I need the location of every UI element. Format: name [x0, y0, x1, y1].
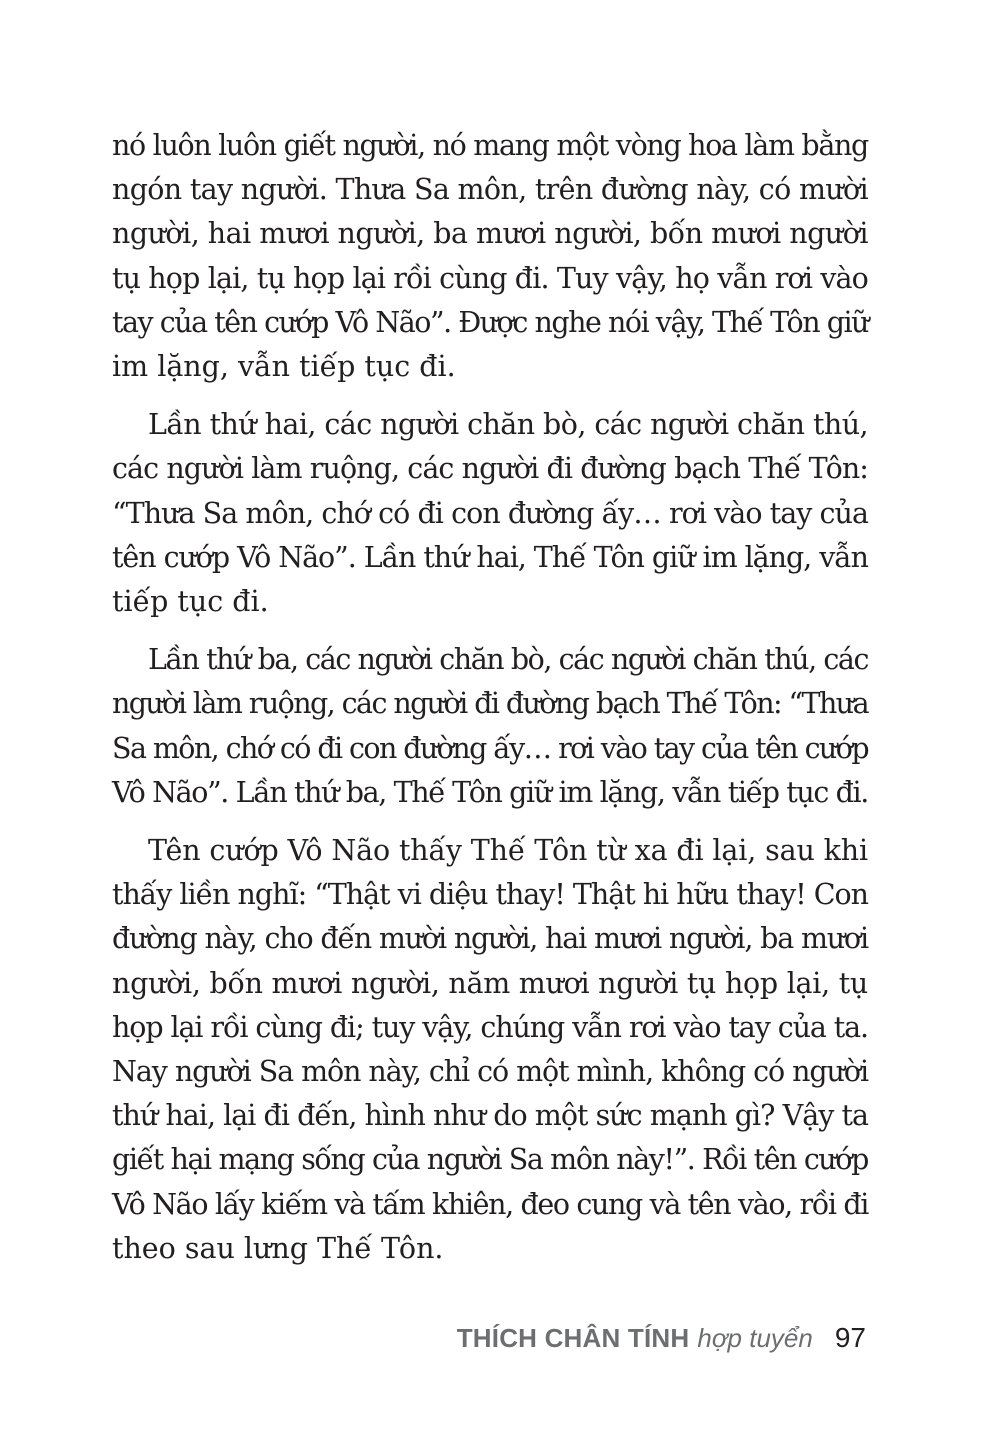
text-line: tên cướp Vô Não”. Lần thứ hai, Thế Tôn giữ im lặng, vẫn: [112, 540, 868, 574]
text-line: Lần thứ ba, các người chăn bò, các người chăn thú, các: [148, 643, 868, 677]
text-line: đường này, cho đến mười người, hai mươi người, ba mươi: [112, 922, 868, 956]
paragraph-3: [112, 638, 868, 815]
footer-subtitle: hợp tuyển: [697, 1323, 813, 1353]
text-line: thấy liền nghĩ: “Thật vi diệu thay! Thật hi hữu thay! Con: [112, 878, 868, 912]
paragraph-2: [112, 403, 868, 624]
text-line: người làm ruộng, các người đi đường bạch Thế Tôn: “Thưa: [112, 687, 868, 721]
text-line: họp lại rồi cùng đi; tuy vậy, chúng vẫn rơi vào tay của ta.: [112, 1010, 868, 1044]
page-body: [112, 124, 868, 1285]
text-line: tụ họp lại, tụ họp lại rồi cùng đi. Tuy vậy, họ vẫn rơi vào: [112, 261, 868, 295]
page-number: 97: [834, 1322, 866, 1353]
text-line: người, bốn mươi người, năm mươi người tụ họp lại, tụ: [112, 966, 868, 1000]
text-line: “Thưa Sa môn, chớ có đi con đường ấy… rơi vào tay của: [112, 496, 868, 530]
text-line: Sa môn, chớ có đi con đường ấy… rơi vào tay của tên cướp: [112, 731, 868, 765]
text-line: người, hai mươi người, ba mươi người, bốn mươi người: [112, 217, 868, 251]
paragraph-4: [112, 829, 868, 1271]
text-line: ngón tay người. Thưa Sa môn, trên đường này, có mười: [112, 173, 868, 207]
text-line: thứ hai, lại đi đến, hình như do một sức mạnh gì? Vậy ta: [112, 1099, 868, 1133]
text-line: theo sau lưng Thế Tôn.: [112, 1231, 444, 1265]
text-line: nó luôn luôn giết người, nó mang một vòng hoa làm bằng: [112, 129, 868, 162]
text-line: các người làm ruộng, các người đi đường bạch Thế Tôn:: [112, 452, 868, 486]
text-line: giết hại mạng sống của người Sa môn này!”. Rồi tên cướp: [112, 1143, 868, 1177]
text-line: Tên cướp Vô Não thấy Thế Tôn từ xa đi lại, sau khi: [148, 834, 868, 868]
text-line: Vô Não lấy kiếm và tấm khiên, đeo cung và tên vào, rồi đi: [112, 1187, 868, 1221]
text-line: tay của tên cướp Vô Não”. Được nghe nói vậy, Thế Tôn giữ: [112, 305, 868, 339]
text-line: Lần thứ hai, các người chăn bò, các người chăn thú,: [148, 408, 868, 442]
page-footer: [457, 1322, 866, 1362]
text-line: Nay người Sa môn này, chỉ có một mình, không có người: [112, 1055, 868, 1089]
text-line: tiếp tục đi.: [112, 585, 269, 619]
footer-author: THÍCH CHÂN TÍNH: [456, 1323, 690, 1353]
text-line: im lặng, vẫn tiếp tục đi.: [112, 350, 456, 384]
text-line: Vô Não”. Lần thứ ba, Thế Tôn giữ im lặng, vẫn tiếp tục đi.: [112, 775, 868, 809]
paragraph-1: [112, 124, 868, 389]
